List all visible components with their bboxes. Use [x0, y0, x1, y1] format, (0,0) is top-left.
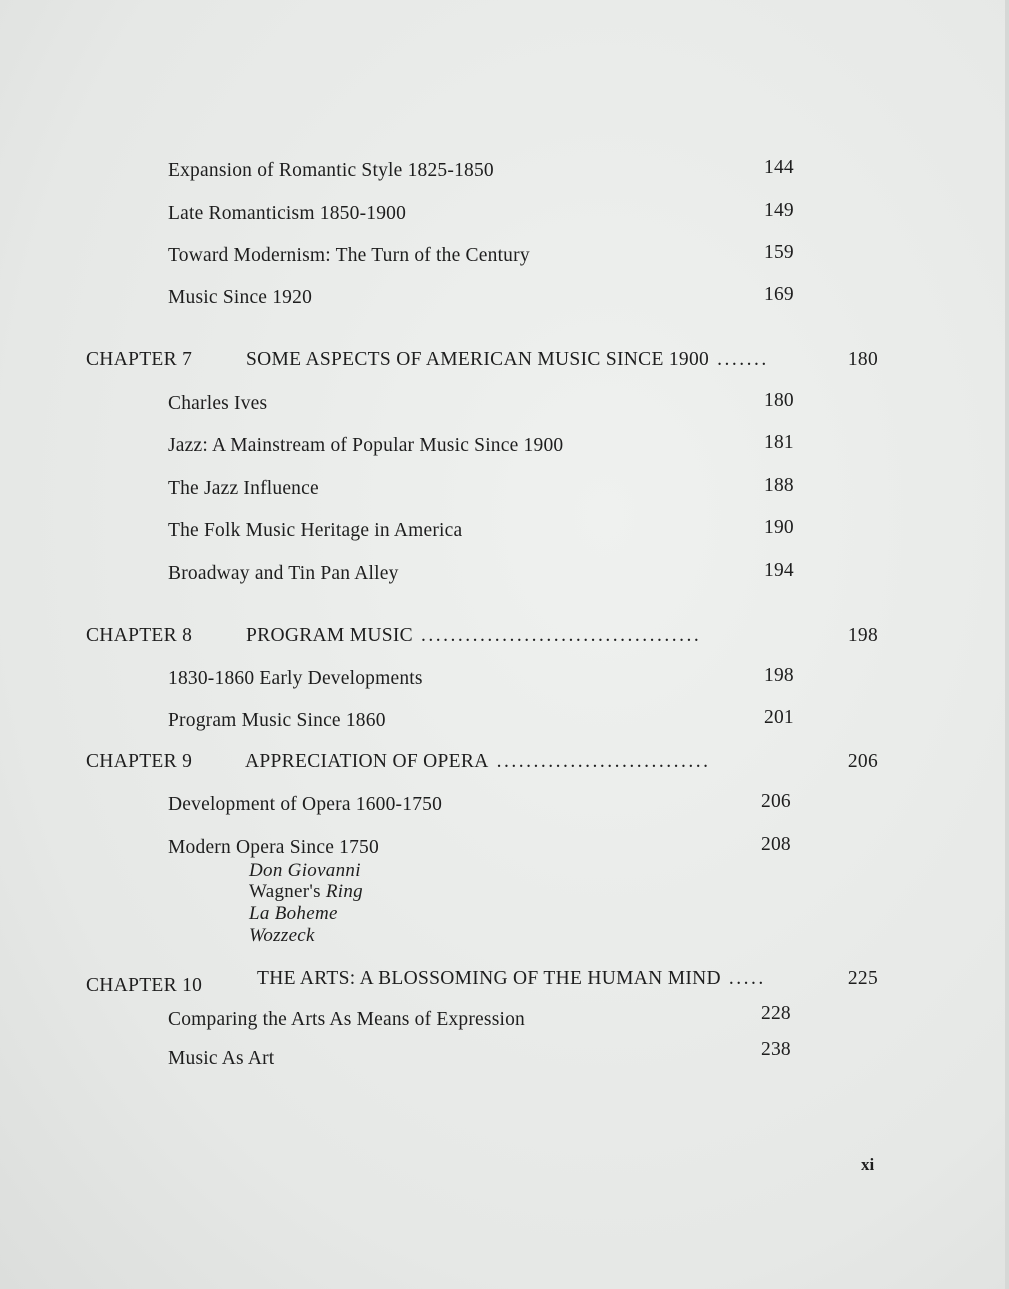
chapter-page: 180: [847, 349, 878, 370]
entry-title: Program Music Since 1860: [168, 710, 386, 731]
toc-entry: [168, 517, 798, 550]
chapter-number: CHAPTER 8: [86, 625, 193, 646]
entry-title: Modern Opera Since 1750: [168, 837, 379, 858]
chapter-number: CHAPTER 10: [86, 975, 203, 996]
toc-entry: [168, 1039, 798, 1078]
entry-title: Jazz: A Mainstream of Popular Music Since 1900: [168, 435, 564, 456]
entry-page: 190: [764, 517, 794, 538]
page-edge-shadow: [1005, 0, 1009, 1289]
opera-subentry: [249, 925, 315, 947]
toc-entry: [168, 791, 798, 824]
leader-dots: ......................................: [420, 625, 702, 646]
toc-entry: [168, 157, 798, 190]
toc-entry: [168, 390, 798, 423]
entry-page: 149: [764, 200, 794, 221]
leader-dots: .............................: [496, 751, 711, 772]
entry-page: 201: [764, 707, 794, 728]
chapter-heading: [86, 625, 878, 655]
toc-entry: [168, 665, 798, 698]
entry-page: 206: [761, 791, 791, 812]
opera-subentry: [249, 881, 363, 903]
entry-page: 188: [764, 475, 794, 496]
toc-entry: [168, 475, 798, 508]
entry-title: The Folk Music Heritage in America: [168, 520, 463, 541]
entry-page: 208: [761, 834, 791, 855]
entry-title: Comparing the Arts As Means of Expression: [168, 1009, 526, 1030]
entry-title: The Jazz Influence: [168, 478, 319, 499]
chapter-title: APPRECIATION OF OPERA: [245, 751, 489, 772]
toc-entry: [168, 432, 798, 465]
opera-subentry: [249, 903, 338, 925]
entry-page: 159: [764, 242, 794, 263]
chapter-heading: [86, 349, 878, 379]
leader-dots: .......: [717, 349, 769, 370]
chapter-title: PROGRAM MUSIC: [246, 625, 413, 646]
chapter-heading: [86, 968, 878, 998]
entry-page: 180: [764, 390, 794, 411]
entry-title: Charles Ives: [168, 393, 268, 414]
toc-entry: [168, 1003, 798, 1039]
entry-page: 169: [764, 284, 794, 305]
entry-page: 238: [761, 1039, 791, 1060]
entry-title: Toward Modernism: The Turn of the Century: [168, 245, 530, 266]
entry-title: Music As Art: [168, 1048, 275, 1069]
opera-title: Ring: [325, 881, 363, 902]
toc-entry: [168, 707, 798, 740]
entry-page: 198: [764, 665, 794, 686]
entry-page: 228: [761, 1003, 791, 1024]
chapter-heading: [86, 751, 878, 781]
entry-title: Late Romanticism 1850-1900: [168, 203, 407, 224]
entry-page: 194: [764, 560, 794, 581]
opera-subentry: [249, 860, 361, 882]
toc-entry: [168, 242, 798, 275]
toc-entry: [168, 200, 798, 233]
chapter-page: 225: [847, 968, 878, 989]
entry-title: Development of Opera 1600-1750: [168, 794, 443, 815]
chapter-number: CHAPTER 7: [86, 349, 193, 370]
chapter-page: 206: [847, 751, 878, 772]
chapter-page: 198: [847, 625, 878, 646]
opera-title-prefix: Wagner's: [249, 881, 321, 902]
chapter-number: CHAPTER 9: [86, 751, 193, 772]
toc-entry: [168, 284, 798, 317]
page-number: xi: [861, 1155, 875, 1174]
chapter-title: THE ARTS: A BLOSSOMING OF THE HUMAN MIND: [257, 968, 721, 989]
leader-dots: .....: [728, 968, 766, 989]
toc-entry: [168, 560, 798, 593]
entry-title: Expansion of Romantic Style 1825-1850: [168, 160, 494, 181]
chapter-title: SOME ASPECTS OF AMERICAN MUSIC SINCE 1900: [246, 349, 710, 370]
opera-title: Wozzeck: [249, 925, 315, 946]
opera-title: Don Giovanni: [249, 860, 361, 881]
entry-title: Broadway and Tin Pan Alley: [168, 563, 399, 584]
entry-title: 1830-1860 Early Developments: [168, 668, 423, 689]
entry-page: 144: [764, 157, 794, 178]
entry-title: Music Since 1920: [168, 287, 313, 308]
opera-title: La Boheme: [249, 903, 338, 924]
entry-page: 181: [764, 432, 794, 453]
